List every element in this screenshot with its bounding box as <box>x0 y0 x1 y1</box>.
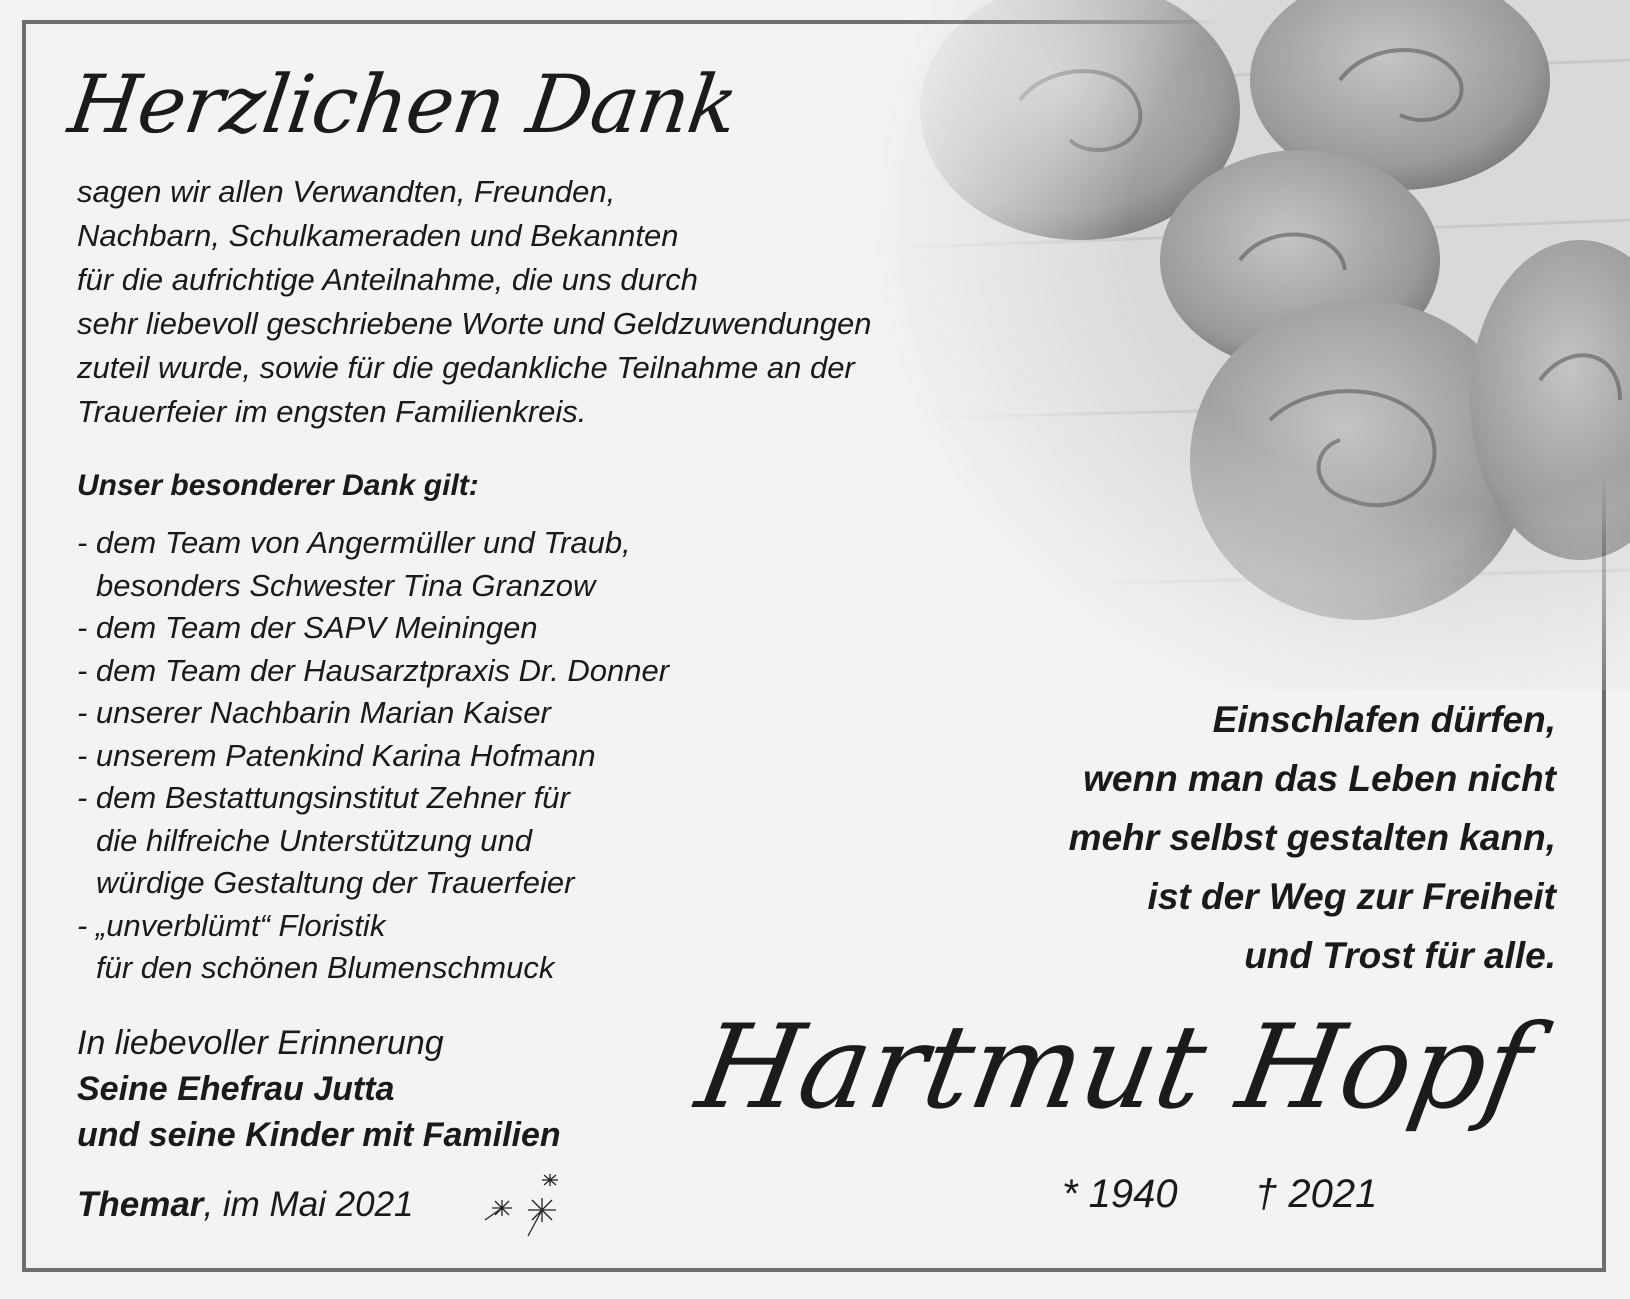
list-item: - unserer Nachbarin Marian Kaiser <box>77 695 551 730</box>
list-item: - dem Team der Hausarztpraxis Dr. Donner <box>77 652 670 688</box>
thanks-list <box>77 522 669 990</box>
closing-line: und seine Kinder mit Familien <box>77 1116 561 1154</box>
quote-line: Einschlafen dürfen, <box>1212 699 1556 740</box>
list-item: würdige Gestaltung der Trauerfeier <box>96 865 575 900</box>
quote-block <box>1069 690 1556 985</box>
intro-line: Trauerfeier im engsten Familienkreis. <box>77 394 587 429</box>
dandelion-icon <box>480 1170 580 1240</box>
list-item: die hilfreiche Unterstützung und <box>96 822 532 858</box>
intro-line: zuteil wurde, sowie für die gedankliche Teilnahme an der <box>77 350 855 385</box>
list-item: - unserem Patenkind Karina Hofmann <box>77 737 596 773</box>
thanks-heading: Unser besonderer Dank gilt: <box>77 469 479 502</box>
quote-line: mehr selbst gestalten kann, <box>1068 817 1556 858</box>
roses-image <box>840 0 1630 690</box>
list-item: für den schönen Blumenschmuck <box>96 950 555 985</box>
list-item: besonders Schwester Tina Granzow <box>96 567 596 603</box>
birth-year: * 1940 <box>1062 1172 1178 1216</box>
place-date <box>77 1183 414 1227</box>
quote-line: wenn man das Leben nicht <box>1083 758 1556 799</box>
intro-paragraph <box>77 170 871 434</box>
closing-signature <box>77 1020 561 1158</box>
page-title: Herzlichen Dank <box>63 58 743 151</box>
quote-line: und Trost für alle. <box>1244 935 1556 976</box>
list-item: - dem Team von Angermüller und Traub, <box>77 525 631 560</box>
list-item: - dem Bestattungsinstitut Zehner für <box>77 780 570 815</box>
intro-line: sagen wir allen Verwandten, Freunden, <box>77 174 616 209</box>
place-town: Themar <box>77 1185 204 1224</box>
death-year: † 2021 <box>1255 1172 1378 1216</box>
deceased-name: Hartmut Hopf <box>688 1000 1541 1135</box>
intro-line: Nachbarn, Schulkameraden und Bekannten <box>77 218 679 253</box>
closing-line: Seine Ehefrau Jutta <box>77 1070 395 1108</box>
closing-line: In liebevoller Erinnerung <box>77 1024 444 1062</box>
intro-line: für die aufrichtige Anteilnahme, die uns durch <box>77 262 698 297</box>
quote-line: ist der Weg zur Freiheit <box>1147 876 1556 917</box>
place-date-text: , im Mai 2021 <box>203 1185 414 1224</box>
list-item: - „unverblümt“ Floristik <box>77 907 386 943</box>
intro-line: sehr liebevoll geschriebene Worte und Geldzuwendungen <box>77 306 872 341</box>
list-item: - dem Team der SAPV Meiningen <box>77 610 538 645</box>
